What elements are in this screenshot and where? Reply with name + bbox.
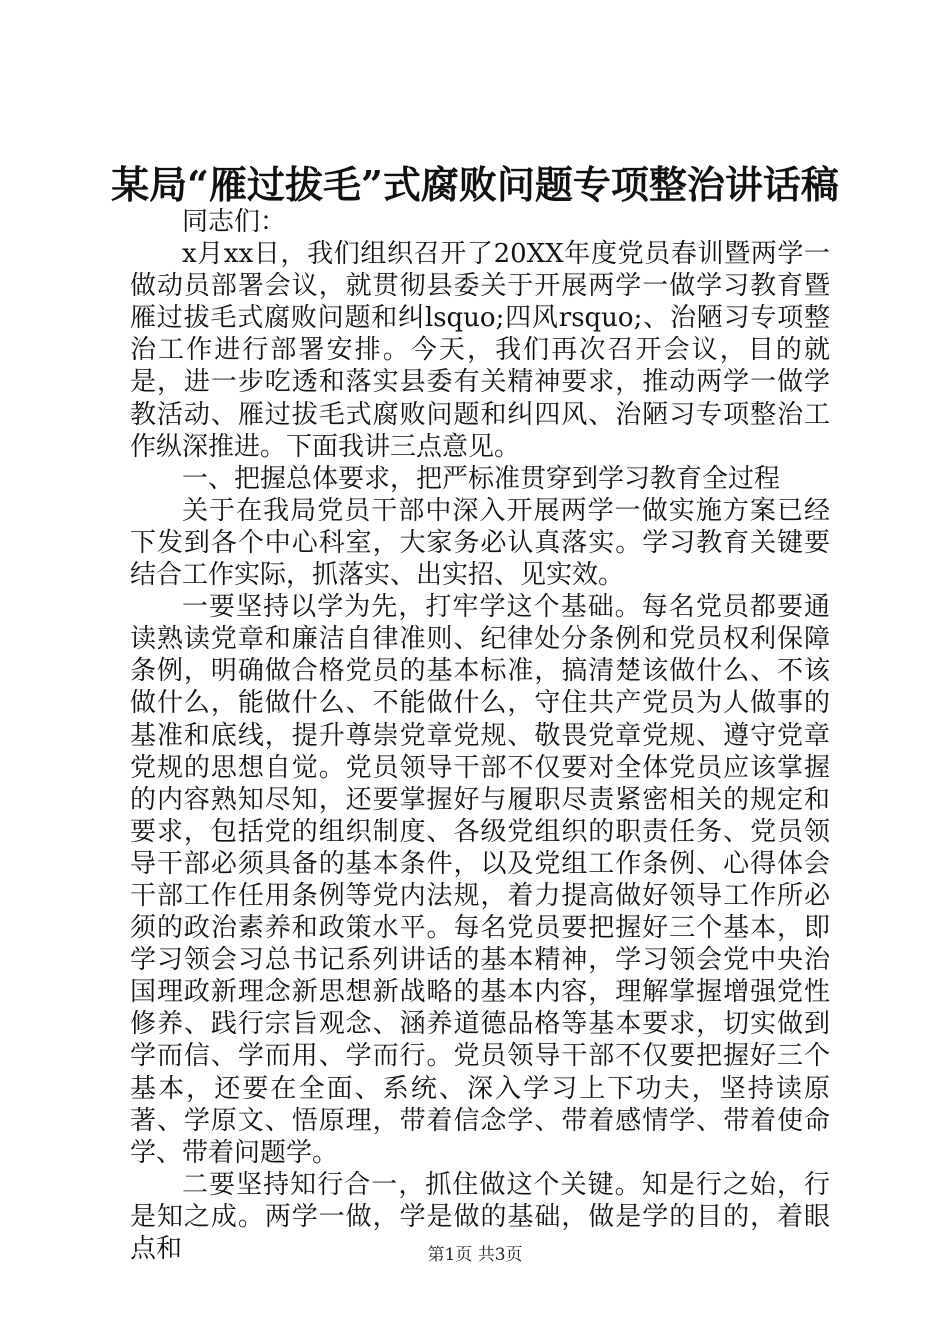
document-body — [130, 206, 830, 1265]
body-paragraph: 二要坚持知行合一，抓住做这个关键。知是行之始，行是知之成。两学一做，学是做的基础，做是学的目的，着眼点和 — [130, 1169, 830, 1264]
page-footer — [0, 1244, 950, 1266]
page-indicator: 第1页 共3页 — [427, 1245, 523, 1265]
salutation-paragraph: 同志们： — [182, 207, 287, 237]
section-heading-1: 一、把握总体要求，把严标准贯穿到学习教育全过程 — [182, 463, 781, 494]
body-paragraph: 一要坚持以学为先，打牢学这个基础。每名党员都要通读熟读党章和廉洁自律准则、纪律处分条例和党员权利保障条例，明确做合格党员的基本标准，搞清楚该做什么、不该做什么，能做什么、不能做什么，守住共产党员为人做事的基准和底线，提升尊崇党章党规、敬畏党章党规、遵守党章党规的思想自觉。党员领导干部不仅要对全体党员应该掌握的内容熟知尽知，还要掌握好与履职尽责紧密相关的规定和要求，包括党的组织制度、各级党组织的职责任务、党员领导干部必须具备的基本条件，以及党组工作条例、心得体会干部工作任用条例等党内法规，着力提高做好领导工作所必须的政治素养和政策水平。每名党员要把握好三个基本，即学习领会习总书记系列讲话的基本精神，学习领会党中央治国理政新理念新思想新战略的基本内容，理解掌握增强党性修养、践行宗旨观念、涵养道德品格等基本要求，切实做到学而信、学而用、学而行。党员领导干部不仅要把握好三个基本，还要在全面、系统、深入学习上下功夫，坚持读原著、学原文、悟原理，带着信念学、带着感情学、带着使命学、带着问题学。 — [130, 592, 830, 1168]
page-title: 某局“雁过拔毛”式腐败问题专项整治讲话稿 — [111, 162, 839, 207]
body-paragraph: 关于在我局党员干部中深入开展两学一做实施方案已经下发到各个中心科室，大家务必认真落实。学习教育关键要结合工作实际，抓落实、出实招、见实效。 — [130, 495, 830, 591]
intro-paragraph: x月xx日，我们组织召开了20XX年度党员春训暨两学一做动员部署会议，就贯彻县委关于开展两学一做学习教育暨雁过拔毛式腐败问题和纠lsquo;四风rsquo;、治陋习专项整治工作进行部署安排。今天，我们再次召开会议，目的就是，进一步吃透和落实县委有关精神要求，推动两学一做学教活动、雁过拔毛式腐败问题和纠四风、治陋习专项整治工作纵深推进。下面我讲三点意见。 — [130, 239, 830, 462]
